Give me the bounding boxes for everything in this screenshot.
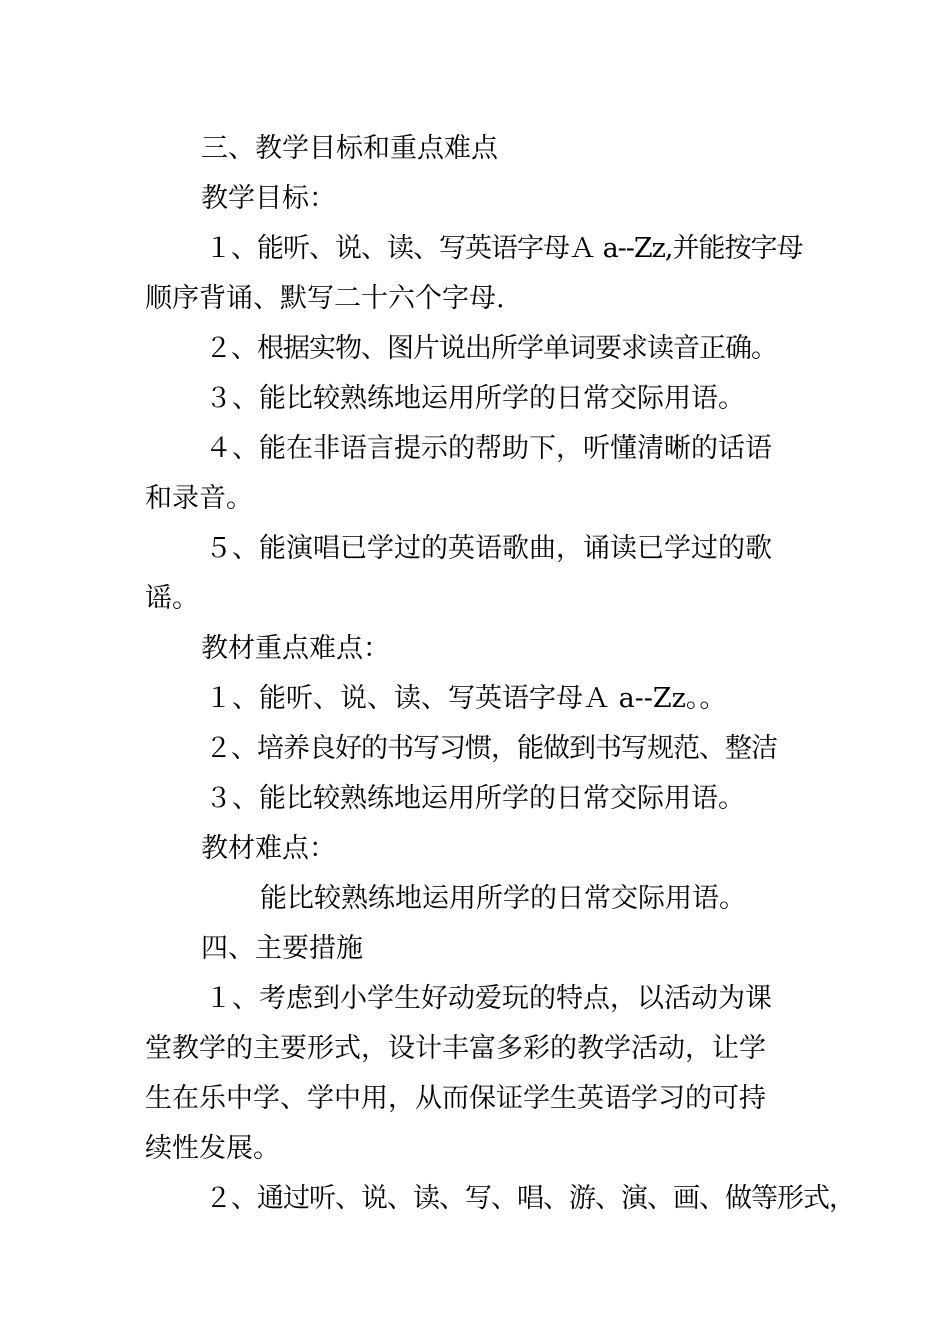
key-point-1: １、能听、说、读、写英语字母Ａ a--Zz。。 — [205, 683, 727, 714]
measure-item-2: ２、通过听、说、读、写、唱、游、演、画、做等形式， — [205, 1183, 855, 1214]
goal-item-2: ２、根据实物、图片说出所学单词要求读音正确。 — [205, 333, 777, 364]
measure-item-1-continued-a: 堂教学的主要形式，设计丰富多彩的教学活动，让学 — [145, 1033, 766, 1064]
goal-item-4-continued: 和录音。 — [145, 483, 253, 514]
measure-item-1-continued-b: 生在乐中学、学中用，从而保证学生英语学习的可持 — [145, 1083, 766, 1114]
goal-item-5: ５、能演唱已学过的英语歌曲，诵读已学过的歌 — [205, 533, 772, 564]
goal-item-5-continued: 谣。 — [145, 583, 199, 614]
measure-item-1-continued-c: 续性发展。 — [145, 1133, 280, 1164]
goal-item-3: ３、能比较熟练地运用所学的日常交际用语。 — [205, 383, 745, 414]
measure-item-1: １、考虑到小学生好动爱玩的特点，以活动为课 — [205, 983, 772, 1014]
key-point-2: ２、培养良好的书写习惯，能做到书写规范、整洁 — [205, 733, 777, 764]
goal-item-1-continued: 顺序背诵、默写二十六个字母. — [145, 283, 505, 314]
section-heading-measures: 四、主要措施 — [201, 933, 363, 964]
subheading-key-points: 教材重点难点： — [201, 633, 390, 664]
goal-item-4: ４、能在非语言提示的帮助下，听懂清晰的话语 — [205, 433, 772, 464]
section-heading-objectives: 三、教学目标和重点难点 — [201, 133, 498, 164]
key-point-3: ３、能比较熟练地运用所学的日常交际用语。 — [205, 783, 745, 814]
goal-item-1: １、能听、说、读、写英语字母Ａ a--Zz,并能按字母 — [205, 233, 803, 264]
subheading-difficulties: 教材难点： — [201, 833, 336, 864]
subheading-teaching-goals: 教学目标： — [201, 183, 336, 214]
difficulty-item: 能比较熟练地运用所学的日常交际用语。 — [260, 883, 746, 914]
document-body — [145, 124, 855, 1224]
